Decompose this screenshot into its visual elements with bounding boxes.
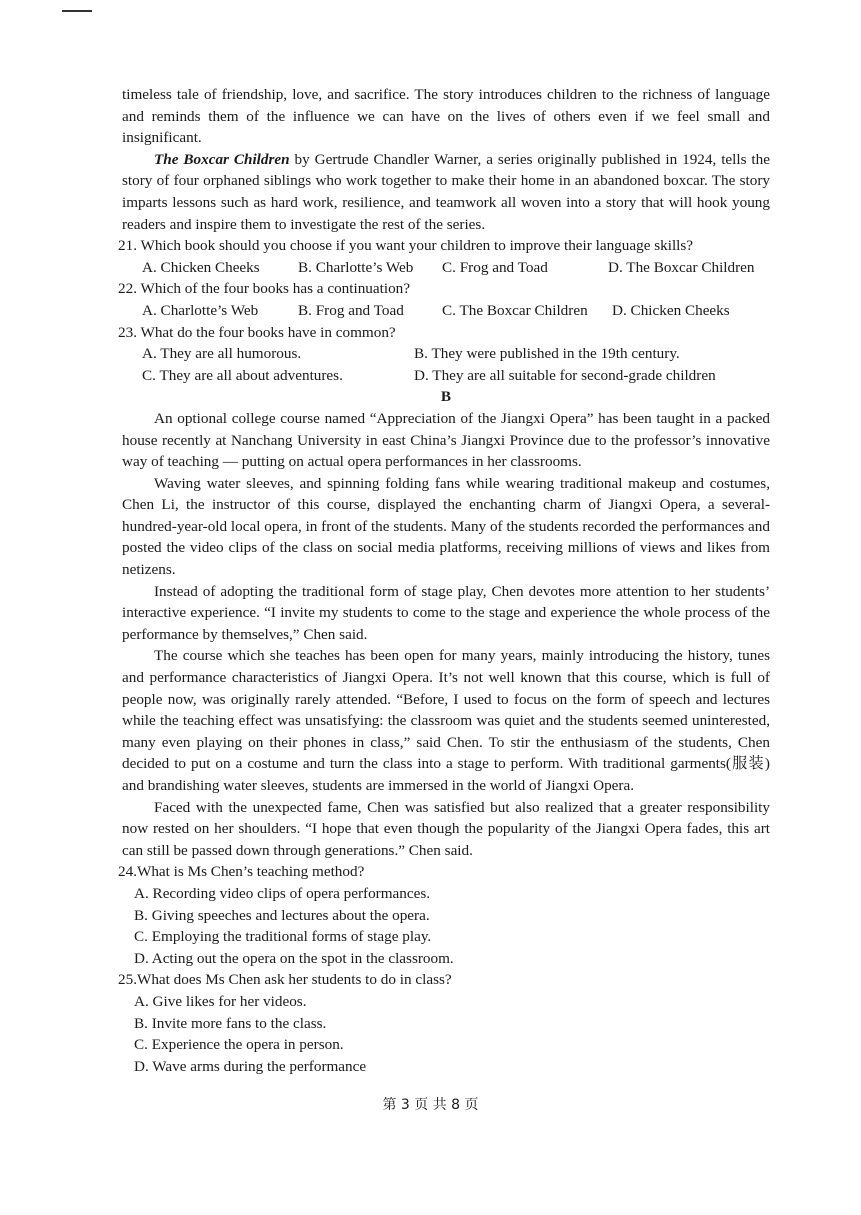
passage-b-paragraph: Waving water sleeves, and spinning folding fans while wearing traditional makeup and costumes, Chen Li, the instructor of this course, displayed the enchanting charm of Jiangxi Opera, a several-hundred-year-old local opera, in front of the students. Many of the students recorded the performances and posted the video clips of the class on social media platforms, receiving millions of views and likes from netizens. <box>122 474 770 579</box>
passage-b-paragraph: Faced with the unexpected fame, Chen was satisfied but also realized that a greater responsibility now rested on her shoulders. “I hope that even though the popularity of the Jiangxi Opera fades, this art can still be passed down through generations.” Chen said. <box>122 798 770 859</box>
question-stem: 25.What does Ms Chen ask her students to do in class? <box>118 971 452 989</box>
option-c: C. Frog and Toad <box>442 258 548 276</box>
section-heading: B <box>440 388 452 406</box>
question-23 <box>118 322 770 387</box>
book-title: The Boxcar Children <box>154 150 290 168</box>
corner-mark <box>62 10 92 12</box>
option-d: D. Acting out the opera on the spot in the classroom. <box>134 949 454 967</box>
question-24 <box>118 861 770 969</box>
option-b: B. Charlotte’s Web <box>298 258 414 276</box>
question-stem: 22. Which of the four books has a continuation? <box>118 280 411 298</box>
passage-b-paragraph: An optional college course named “Appreciation of the Jiangxi Opera” has been taught in a packed house recently at Nanchang University in east China’s Jiangxi Province due to the professor’s innovative way of teaching — putting on actual opera performances in her classrooms. <box>122 409 770 471</box>
option-a: A. Recording video clips of opera performances. <box>134 884 431 902</box>
page-number: 第 3 页 共 8 页 <box>382 1097 479 1113</box>
option-a: A. Chicken Cheeks <box>142 258 260 276</box>
question-22 <box>118 278 770 321</box>
option-row <box>142 365 770 387</box>
option-c: C. The Boxcar Children <box>442 301 588 319</box>
question-stem: 21. Which book should you choose if you want your children to improve their language skills? <box>118 237 694 255</box>
option-row <box>142 343 770 365</box>
passage-a-paragraph: timeless tale of friendship, love, and sacrifice. The story introduces children to the richness of language and reminds them of the influence we can have on the lives of others even if we feel small and insignificant. <box>122 86 770 147</box>
question-stem: 23. What do the four books have in common? <box>118 323 396 341</box>
paragraph-text: by Gertrude Chandler Warner, a series originally published in 1924, tells the story of four orphaned siblings who work together to make their home in an abandoned boxcar. The story imparts lessons such as hard work, resilience, and teamwork all woven into a story that will hook young readers and inspire them to investigate the rest of the series. <box>122 150 770 233</box>
option-row <box>142 257 770 279</box>
option-c: C. Employing the traditional forms of stage play. <box>134 928 432 946</box>
option-d: D. The Boxcar Children <box>608 258 755 276</box>
question-21 <box>118 235 770 278</box>
question-stem: 24.What is Ms Chen’s teaching method? <box>118 863 365 881</box>
option-b: B. Frog and Toad <box>298 301 404 319</box>
passage-b-paragraph: The course which she teaches has been open for many years, mainly introducing the history, tunes and performance characteristics of Jiangxi Opera. It’s not well known that this course, which is full of people now, was originally rarely attended. “Before, I used to focus on the form of speech and lectures while the teaching effect was unsatisfying: the classroom was quiet and the students seemed uninterested, many even playing on their phones in class,” said Chen. To stir the enthusiasm of the students, Chen decided to put on a costume and turn the class into a stage to perform. With traditional garments(服装) and brandishing water sleeves, students are immersed in the world of Jiangxi Opera. <box>122 647 770 794</box>
option-c: C. They are all about adventures. <box>142 366 343 384</box>
option-b: B. They were published in the 19th century. <box>414 345 680 363</box>
passage-b-paragraph: Instead of adopting the traditional form of stage play, Chen devotes more attention to her students’ interactive experience. “I invite my students to come to the stage and experience the whole process of the performance by themselves,” Chen said. <box>122 582 770 643</box>
question-25 <box>118 969 770 1077</box>
option-a: A. They are all humorous. <box>142 345 302 363</box>
option-a: A. Give likes for her videos. <box>134 992 307 1010</box>
option-c: C. Experience the opera in person. <box>134 1036 344 1054</box>
option-a: A. Charlotte’s Web <box>142 301 259 319</box>
passage-a-paragraph <box>122 149 770 235</box>
option-d: D. Chicken Cheeks <box>612 301 730 319</box>
option-row <box>142 300 770 322</box>
option-b: B. Invite more fans to the class. <box>134 1014 327 1032</box>
option-d: D. They are all suitable for second-grade children <box>414 366 716 384</box>
document-body <box>118 84 770 1077</box>
option-b: B. Giving speeches and lectures about the opera. <box>134 906 430 924</box>
option-d: D. Wave arms during the performance <box>134 1057 367 1075</box>
